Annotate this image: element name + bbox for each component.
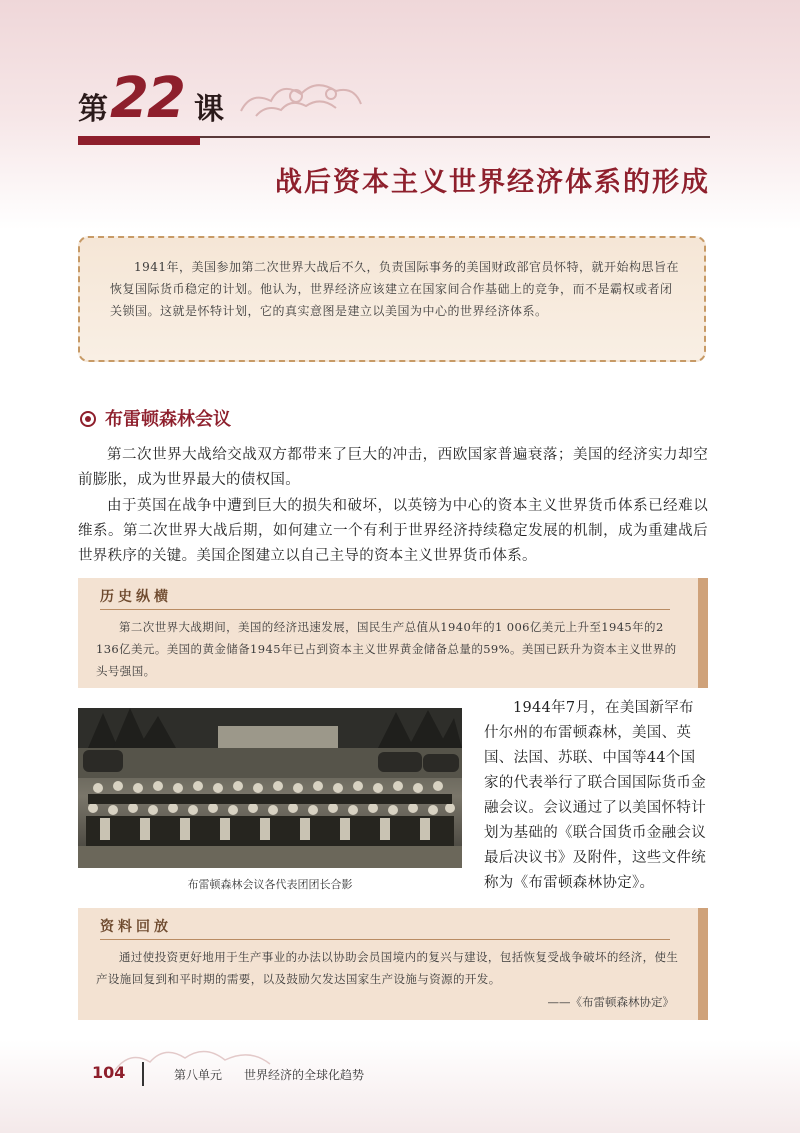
body-side-paragraph: 1944年7月，在美国新罕布什尔州的布雷顿森林，美国、英国、法国、苏联、中国等44个国家的代表举行了联合国国际货币金融会议。会议通过了以美国怀特计划为基础的《联合国货币金融会议最后决议书》及附件，这些文件统称为《布雷顿森林协定》。: [484, 700, 706, 891]
group-photo-image: [78, 708, 462, 868]
history-box-label: 历史纵横: [100, 586, 172, 606]
title-accent-bar: [78, 136, 200, 145]
lesson-prefix: 第: [78, 92, 109, 127]
footer-separator: [142, 1062, 144, 1086]
source-box-text: 通过使投资更好地用于生产事业的办法以协助会员国境内的复兴与建设，包括恢复受战争破坏的经济，使生产设施回复到和平时期的需要，以及鼓励欠发达国家生产设施与资源的开发。: [96, 950, 679, 986]
history-box-text: 第二次世界大战期间，美国的经济迅速发展，国民生产总值从1940年的1 006亿美元上升至1945年的2 136亿美元。美国的黄金储备1945年已占到资本主义世界黄金储备总量的59%。美国已跃升为资本主义世界的头号强国。: [96, 620, 677, 678]
lesson-suffix: 课: [194, 92, 224, 127]
cloud-ornament-icon: [236, 76, 366, 126]
page-number: 104: [92, 1063, 126, 1082]
lesson-title: 战后资本主义世界经济体系的形成: [275, 167, 710, 198]
photo-caption: 布雷顿森林会议各代表团团长合影: [187, 878, 353, 891]
history-box: [78, 578, 708, 688]
group-photo: [78, 708, 462, 868]
intro-text: 1941年，美国参加第二次世界大战后不久，负责国际事务的美国财政部官员怀特，就开始构思旨在恢复国际货币稳定的计划。他认为，世界经济应该建立在国家间合作基础上的竞争，而不是霸权或者闭关锁国。这就是怀特计划，它的真实意图是建立以美国为中心的世界经济体系。: [110, 260, 680, 318]
section-bullet-icon: [80, 411, 96, 427]
history-box-rule: [100, 609, 670, 610]
footer-background: [0, 1040, 800, 1133]
source-citation: ——《布雷顿森林协定》: [547, 995, 674, 1009]
unit-title: 世界经济的全球化趋势: [244, 1068, 365, 1082]
source-box-label: 资料回放: [100, 916, 172, 936]
lesson-number: 22: [110, 66, 184, 131]
body-paragraph-1: 第二次世界大战给交战双方都带来了巨大的冲击，西欧国家普遍衰落；美国的经济实力却空前膨胀，成为世界最大的债权国。: [78, 447, 708, 488]
title-rule: [200, 136, 710, 138]
unit-label: 第八单元: [174, 1068, 223, 1082]
source-box-rule: [100, 939, 670, 940]
section-title: 布雷顿森林会议: [105, 409, 231, 430]
source-box: [78, 908, 708, 1020]
body-paragraph-2: 由于英国在战争中遭到巨大的损失和破坏，以英镑为中心的资本主义世界货币体系已经难以维系。第二次世界大战后期，如何建立一个有利于世界经济持续稳定发展的机制，成为重建战后世界秩序的关键。美国企图建立以自己主导的资本主义世界货币体系。: [78, 498, 708, 564]
